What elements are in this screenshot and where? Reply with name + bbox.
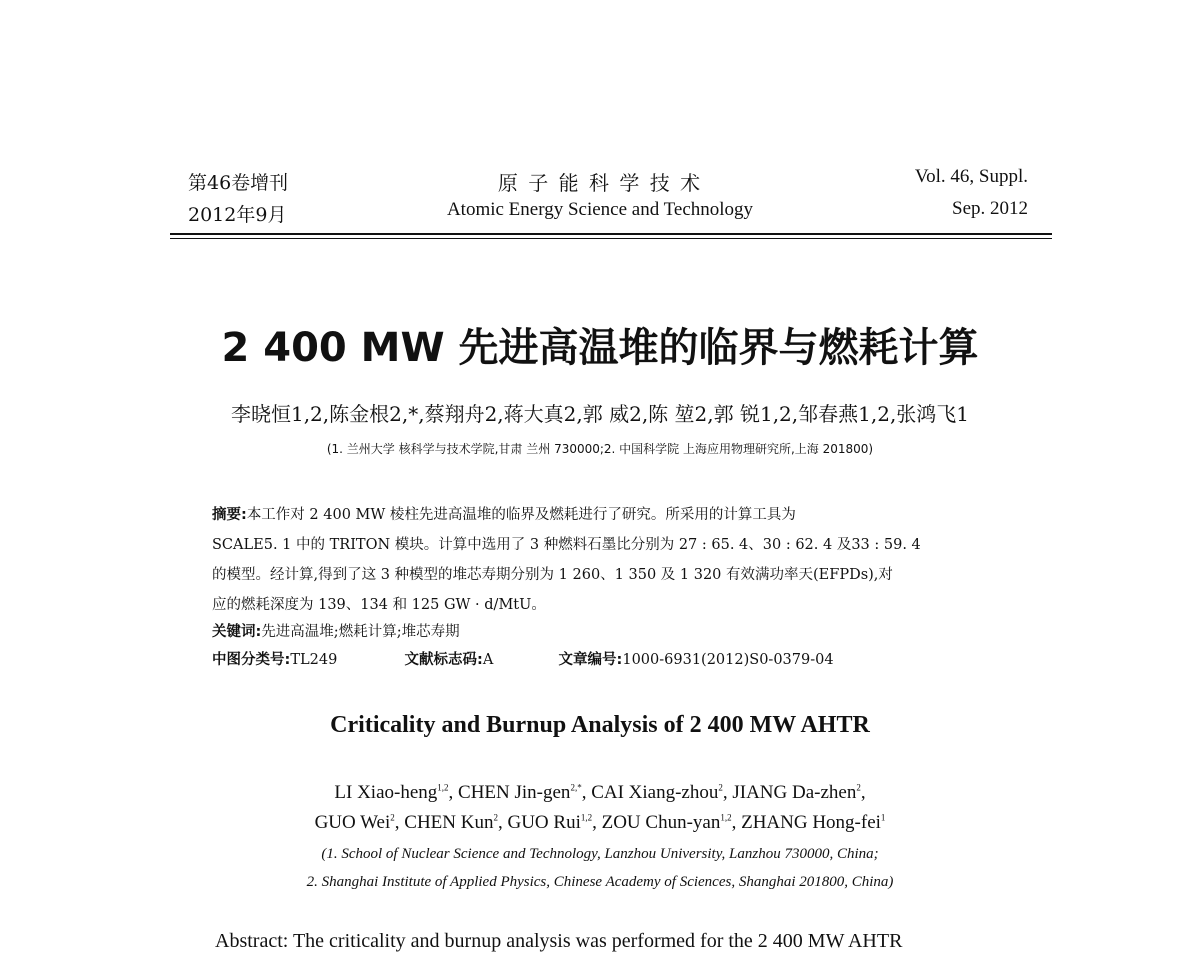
affiliation-cn: (1. 兰州大学 核科学与技术学院,甘肃 兰州 730000;2. 中国科学院 上海应用物理研究所,上海 201800) xyxy=(326,442,874,456)
abstract-cn-line-4: 应的燃耗深度为 139、134 和 125 GW · d/MtU。 xyxy=(212,597,546,613)
clc-label: 中图分类号: xyxy=(212,652,291,668)
date-en: Sep. 2012 xyxy=(952,198,1028,219)
date-cn: 2012年9月 xyxy=(188,204,287,226)
keywords-label: 关键词: xyxy=(212,624,262,640)
article-number-value: 1000-6931(2012)S0-0379-04 xyxy=(622,652,834,668)
keywords-text: 先进高温堆;燃耗计算;堆芯寿期 xyxy=(261,624,460,640)
doc-code-label: 文献标志码: xyxy=(404,652,483,668)
authors-cn: 李晓恒1,2,陈金根2,*,蔡翔舟2,蒋大真2,郭 威2,陈 堃2,郭 锐1,2,邹春燕1,2,张鸿飞1 xyxy=(230,402,970,426)
doc-code-value: A xyxy=(482,652,494,668)
clc-value: TL249 xyxy=(290,652,338,668)
header-rule-thick xyxy=(170,233,1052,235)
abstract-cn-label: 摘要: xyxy=(212,507,247,523)
volume-cn: 第46卷增刊 xyxy=(188,172,289,194)
journal-title-cn: 原 子 能 科 学 技 术 xyxy=(497,171,703,195)
header-rule-thin xyxy=(170,238,1052,239)
keywords-cn xyxy=(212,620,460,641)
affiliation-en-line-2: 2. Shanghai Institute of Applied Physics, Chinese Academy of Sciences, Shanghai 201800, China) xyxy=(306,874,894,890)
journal-title-en: Atomic Energy Science and Technology xyxy=(446,199,754,220)
abstract-cn-line-3: 的模型。经计算,得到了这 3 种模型的堆芯寿期分别为 1 260、1 350 及 1 320 有效满功率天(EFPDs),对 xyxy=(212,567,893,583)
article-number-label: 文章编号: xyxy=(558,652,623,668)
paper-title-cn: 2 400 MW 先进高温堆的临界与燃耗计算 xyxy=(221,325,979,371)
authors-en-line-2: GUO Wei$^2$, CHEN Kun$^2$, GUO Rui$^{1,2}$, ZOU Chun-yan$^{1,2}$, ZHANG Hong-fei$^1$ xyxy=(314,812,886,833)
paper-title-en: Criticality and Burnup Analysis of 2 400 MW AHTR xyxy=(330,712,870,738)
abstract-cn-line-1: 摘要:本工作对 2 400 MW 棱柱先进高温堆的临界及燃耗进行了研究。所采用的计算工具为 xyxy=(212,507,796,523)
volume-en: Vol. 46, Suppl. xyxy=(914,166,1028,187)
abstract-en-partial: Abstract: The criticality and burnup analysis was performed for the 2 400 MW AHTR xyxy=(215,930,903,952)
authors-en-line-1: LI Xiao-heng$^{1,2}$, CHEN Jin-gen$^{2,*}$, CAI Xiang-zhou$^2$, JIANG Da-zhen$^2$, xyxy=(334,782,866,803)
affiliation-en-line-1: (1. School of Nuclear Science and Technology, Lanzhou University, Lanzhou 730000, China; xyxy=(321,846,879,862)
abstract-cn-line-2: SCALE5. 1 中的 TRITON 模块。计算中选用了 3 种燃料石墨比分别为 27 : 65. 4、30 : 62. 4 及33 : 59. 4 xyxy=(212,537,921,553)
abstract-cn xyxy=(212,500,1022,620)
classification-line xyxy=(212,648,834,669)
